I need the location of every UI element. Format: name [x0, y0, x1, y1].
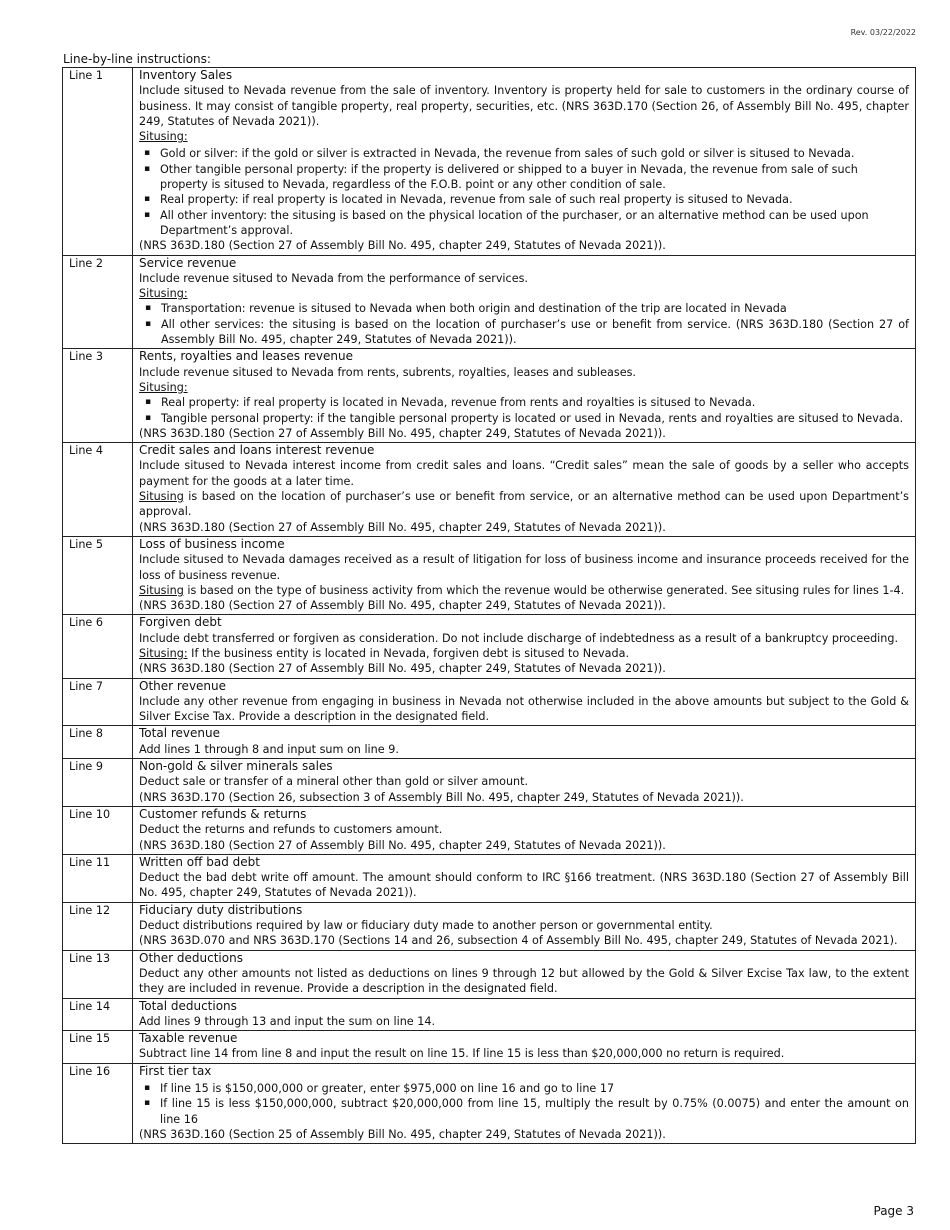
citation: (NRS 363D.180 (Section 27 of Assembly Bill No. 495, chapter 249, Statutes of Nevada 2021)). — [139, 838, 666, 852]
line-text: Include sitused to Nevada interest income from credit sales and loans. “Credit sales” mean the sale of goods by a seller who accepts payment for the goods at a later time. — [139, 459, 909, 488]
line-title: Service revenue — [139, 255, 237, 270]
situsing-label: Situsing: — [139, 646, 188, 660]
bullet-list — [139, 301, 909, 347]
list-item: ▪ Real property: if real property is located in Nevada, revenue from rents and royalties is sitused to Nevada. — [161, 395, 909, 410]
line-title: First tier tax — [139, 1063, 212, 1078]
table-row — [63, 759, 916, 807]
line-text: Deduct the returns and refunds to customers amount. — [139, 823, 443, 837]
line-number: Line 15 — [63, 1031, 133, 1064]
line-text: Add lines 9 through 13 and input the sum on line 14. — [139, 1014, 436, 1028]
citation: (NRS 363D.180 (Section 27 of Assembly Bill No. 495, chapter 249, Statutes of Nevada 2021)). — [139, 599, 666, 613]
line-instructions-table — [62, 67, 916, 1144]
line-title: Credit sales and loans interest revenue — [139, 443, 375, 458]
line-title: Non-gold & silver minerals sales — [139, 759, 333, 774]
line-number: Line 8 — [63, 726, 133, 759]
line-description — [133, 536, 916, 614]
line-text: Include sitused to Nevada damages received as a result of litigation for loss of business income and insurance proceeds received for the loss of business revenue. — [139, 553, 909, 582]
line-text: Include sitused to Nevada revenue from the sale of inventory. Inventory is property held for sale to customers in the ordinary course of business. It may consist of tangible property, real property, securities, etc. (NRS 363D.170 (Section 26, of Assembly Bill No. 495, chapter 249, Statutes of Nevada 2021)). — [139, 84, 909, 128]
line-number: Line 9 — [63, 759, 133, 807]
line-text: Deduct any other amounts not listed as deductions on lines 9 through 12 but allowed by the Gold & Silver Excise Tax law, to the extent they are included in revenue. Provide a description in the designated field. — [139, 966, 909, 996]
bullet-list — [139, 1081, 909, 1127]
table-row — [63, 255, 916, 349]
line-description — [133, 615, 916, 678]
line-title: Other revenue — [139, 678, 227, 693]
line-text: Deduct sale or transfer of a mineral other than gold or silver amount. — [139, 775, 529, 789]
line-description — [133, 759, 916, 807]
line-description — [133, 678, 916, 726]
table-row — [63, 349, 916, 443]
list-item: ▪ If line 15 is less $150,000,000, subtract $20,000,000 from line 15, multiply the result by 0.75% (0.0075) and enter the amount on line 16 — [160, 1096, 909, 1127]
table-row — [63, 678, 916, 726]
line-title: Total revenue — [139, 726, 220, 741]
line-description — [133, 806, 916, 854]
situsing-label: Situsing: — [139, 287, 188, 301]
citation: (NRS 363D.160 (Section 25 of Assembly Bill No. 495, chapter 249, Statutes of Nevada 2021)). — [139, 1127, 666, 1141]
line-description — [133, 1063, 916, 1143]
line-text: Deduct the bad debt write off amount. The amount should conform to IRC §166 treatment. (NRS 363D.180 (Section 27 of Assembly Bill No. 495, chapter 249, Statutes of Nevada 2021)). — [139, 871, 909, 900]
situsing-label: Situsing: — [139, 130, 188, 144]
line-text: Include debt transferred or forgiven as consideration. Do not include discharge of indebtedness as a result of a bankruptcy proceeding. — [139, 631, 899, 645]
table-row — [63, 1063, 916, 1143]
list-item: ▪ All other services: the situsing is based on the location of purchaser’s use or benefit from service. (NRS 363D.180 (Section 27 of Assembly Bill No. 495, chapter 249, Statutes of Nevada 2021)). — [161, 317, 909, 348]
instructions-heading: Line-by-line instructions: — [63, 52, 211, 66]
situsing-label: Situsing — [139, 490, 184, 504]
list-item: ▪ Real property: if real property is located in Nevada, revenue from sale of such real property is sitused to Nevada. — [160, 192, 909, 207]
situsing-paragraph — [139, 646, 909, 661]
table-row — [63, 536, 916, 614]
list-item: ▪ Transportation: revenue is sitused to Nevada when both origin and destination of the trip are located in Nevada — [161, 301, 909, 316]
line-number: Line 2 — [63, 255, 133, 349]
table-row — [63, 615, 916, 678]
list-item: ▪ Other tangible personal property: if the property is delivered or shipped to a buyer in Nevada, the revenue from sale of such property is sitused to Nevada, regardless of the F.O.B. point or any other condition of sale. — [160, 162, 909, 193]
line-number: Line 5 — [63, 536, 133, 614]
list-item: ▪ All other inventory: the situsing is based on the physical location of the purchaser, or an alternative method can be used upon Department’s approval. — [160, 208, 909, 239]
line-text: Add lines 1 through 8 and input sum on line 9. — [139, 742, 399, 756]
bullet-list — [139, 146, 909, 238]
line-number: Line 1 — [63, 68, 133, 256]
line-title: Written off bad debt — [139, 854, 260, 869]
situsing-label: Situsing: — [139, 380, 188, 394]
line-description — [133, 854, 916, 902]
table-row — [63, 854, 916, 902]
line-text: Include revenue sitused to Nevada from the performance of services. — [139, 271, 528, 285]
line-description — [133, 68, 916, 256]
citation: (NRS 363D.170 (Section 26, subsection 3 of Assembly Bill No. 495, chapter 249, Statutes of Nevada 2021)). — [139, 790, 744, 804]
line-text: Subtract line 14 from line 8 and input the result on line 15. If line 15 is less than $20,000,000 no return is required. — [139, 1047, 785, 1061]
situsing-text: is based on the location of purchaser’s use or benefit from service, or an alternative method can be used upon Department’s approval. — [139, 490, 909, 519]
line-title: Fiduciary duty distributions — [139, 902, 303, 917]
table-row — [63, 902, 916, 950]
citation: (NRS 363D.180 (Section 27 of Assembly Bill No. 495, chapter 249, Statutes of Nevada 2021)). — [139, 520, 666, 534]
list-item: ▪ If line 15 is $150,000,000 or greater, enter $975,000 on line 16 and go to line 17 — [160, 1081, 909, 1096]
list-item: ▪ Tangible personal property: if the tangible personal property is located or used in Nevada, rents and royalties are sitused to Nevada. — [161, 411, 909, 426]
line-description — [133, 998, 916, 1031]
table-row — [63, 1031, 916, 1064]
line-description — [133, 349, 916, 443]
line-number: Line 13 — [63, 950, 133, 998]
list-item: ▪ Gold or silver: if the gold or silver is extracted in Nevada, the revenue from sales of such gold or silver is sitused to Nevada. — [160, 146, 909, 161]
situsing-label: Situsing — [139, 583, 184, 597]
situsing-text: If the business entity is located in Nevada, forgiven debt is sitused to Nevada. — [187, 646, 630, 660]
line-title: Inventory Sales — [139, 68, 233, 82]
table-row — [63, 950, 916, 998]
page-number: Page 3 — [873, 1204, 914, 1218]
bullet-list — [139, 395, 909, 426]
line-description — [133, 1031, 916, 1064]
line-text: Include revenue sitused to Nevada from rents, subrents, royalties, leases and subleases. — [139, 365, 636, 379]
line-number: Line 4 — [63, 443, 133, 537]
line-title: Customer refunds & returns — [139, 806, 307, 821]
situsing-paragraph — [139, 489, 909, 520]
table-row — [63, 68, 916, 256]
line-text: Deduct distributions required by law or fiduciary duty made to another person or governmental entity. — [139, 919, 713, 933]
line-description — [133, 902, 916, 950]
line-description — [133, 950, 916, 998]
citation: (NRS 363D.180 (Section 27 of Assembly Bill No. 495, chapter 249, Statutes of Nevada 2021)). — [139, 662, 666, 676]
line-description — [133, 726, 916, 759]
line-title: Rents, royalties and leases revenue — [139, 349, 353, 364]
line-title: Forgiven debt — [139, 615, 222, 630]
table-row — [63, 806, 916, 854]
situsing-text: is based on the type of business activity from which the revenue would be otherwise generated. See situsing rules for lines 1-4. — [183, 583, 905, 597]
line-description — [133, 255, 916, 349]
table-row — [63, 998, 916, 1031]
line-number: Line 10 — [63, 806, 133, 854]
table-row — [63, 443, 916, 537]
line-text: Include any other revenue from engaging in business in Nevada not otherwise included in the above amounts but subject to the Gold & Silver Excise Tax. Provide a description in the designated field. — [139, 694, 909, 724]
line-number: Line 12 — [63, 902, 133, 950]
line-number: Line 11 — [63, 854, 133, 902]
line-title: Total deductions — [139, 998, 237, 1013]
line-title: Other deductions — [139, 950, 243, 965]
situsing-paragraph — [139, 583, 909, 598]
line-number: Line 14 — [63, 998, 133, 1031]
revision-date: Rev. 03/22/2022 — [850, 28, 916, 37]
citation: (NRS 363D.180 (Section 27 of Assembly Bill No. 495, chapter 249, Statutes of Nevada 2021)). — [139, 239, 666, 253]
line-number: Line 16 — [63, 1063, 133, 1143]
citation: (NRS 363D.070 and NRS 363D.170 (Sections 14 and 26, subsection 4 of Assembly Bill No. 495, chapter 249, Statutes of Nevada 2021). — [139, 934, 898, 948]
citation: (NRS 363D.180 (Section 27 of Assembly Bill No. 495, chapter 249, Statutes of Nevada 2021)). — [139, 426, 666, 440]
line-title: Loss of business income — [139, 536, 285, 551]
table-row — [63, 726, 916, 759]
line-number: Line 6 — [63, 615, 133, 678]
line-number: Line 3 — [63, 349, 133, 443]
line-description — [133, 443, 916, 537]
line-title: Taxable revenue — [139, 1031, 238, 1046]
line-number: Line 7 — [63, 678, 133, 726]
